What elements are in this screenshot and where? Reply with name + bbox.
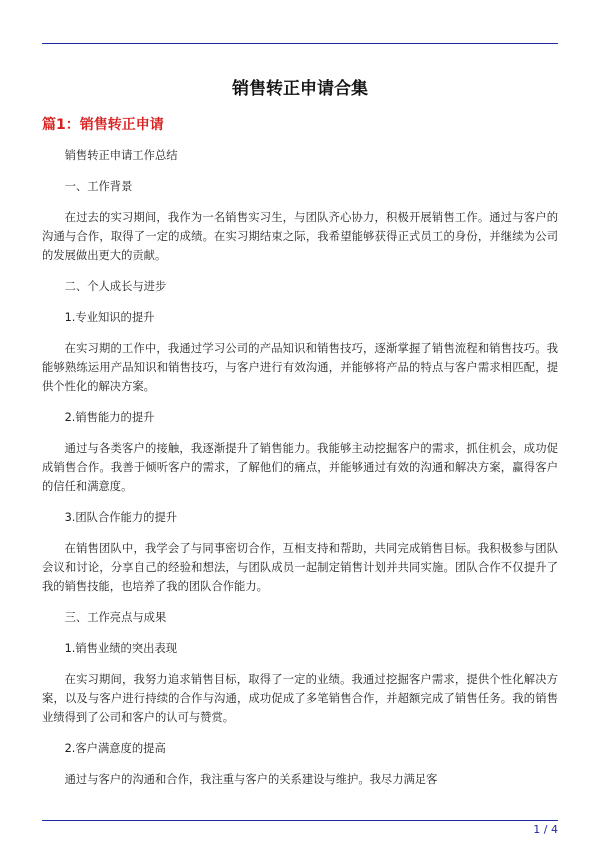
paragraph: 在销售团队中，我学会了与同事密切合作，互相支持和帮助，共同完成销售目标。我积极参与团队会议和讨论，分享自己的经验和想法，与团队成员一起制定销售计划并共同实施。团队合作不仅提升了我的销售技能，也培养了我的团队合作能力。 xyxy=(42,542,558,593)
section-heading: 篇1：销售转正申请 xyxy=(42,117,164,133)
paragraph: 三、工作亮点与成果 xyxy=(64,611,167,624)
paragraph: 1.专业知识的提升 xyxy=(64,311,155,324)
header-rule xyxy=(42,43,558,44)
paragraph: 在实习期的工作中，我通过学习公司的产品知识和销售技巧，逐渐掌握了销售流程和销售技巧。我能够熟练运用产品知识和销售技巧，与客户进行有效沟通，并能够将产品的特点与客户需求相匹配，提供个性化的解决方案。 xyxy=(42,342,558,393)
paragraph: 在实习期间，我努力追求销售目标，取得了一定的业绩。我通过挖掘客户需求，提供个性化解决方案，以及与客户进行持续的合作与沟通，成功促成了多笔销售合作，并超额完成了销售任务。我的销售业绩得到了公司和客户的认可与赞赏。 xyxy=(42,673,558,724)
document-body xyxy=(42,78,558,801)
page-number: 1 / 4 xyxy=(533,823,558,836)
paragraph: 在过去的实习期间，我作为一名销售实习生，与团队齐心协力，积极开展销售工作。通过与客户的沟通与合作，取得了一定的成绩。在实习期结束之际，我希望能够获得正式员工的身份，并继续为公司的发展做出更大的贡献。 xyxy=(42,211,558,262)
paragraph: 2.销售能力的提升 xyxy=(64,411,155,424)
footer-rule xyxy=(42,820,558,821)
paragraph: 销售转正申请工作总结 xyxy=(64,149,178,162)
paragraph: 二、个人成长与进步 xyxy=(64,280,167,293)
paragraph: 3.团队合作能力的提升 xyxy=(64,511,178,524)
paragraph: 一、工作背景 xyxy=(64,180,133,193)
document-title: 销售转正申请合集 xyxy=(232,79,368,99)
paragraph: 2.客户满意度的提高 xyxy=(64,742,166,755)
paragraph: 通过与各类客户的接触，我逐渐提升了销售能力。我能够主动挖掘客户的需求，抓住机会，成功促成销售合作。我善于倾听客户的需求，了解他们的痛点，并能够通过有效的沟通和解决方案，赢得客户的信任和满意度。 xyxy=(42,442,558,493)
paragraph: 通过与客户的沟通和合作，我注重与客户的关系建设与维护。我尽力满足客 xyxy=(64,773,438,786)
paragraph: 1.销售业绩的突出表现 xyxy=(64,642,178,655)
